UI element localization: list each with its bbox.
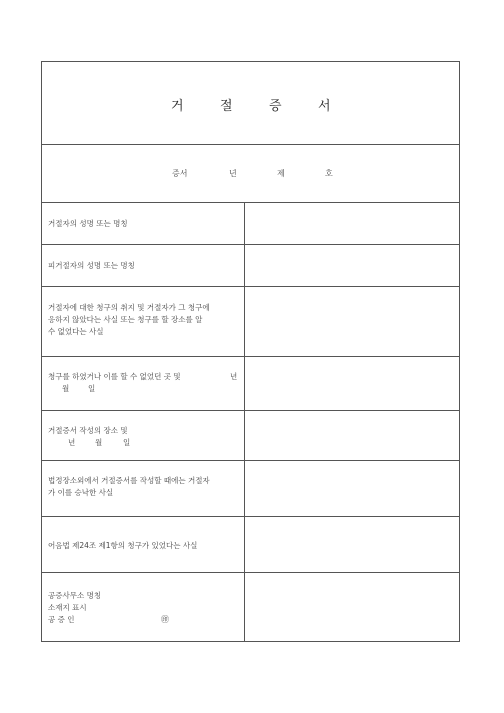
label-notary: 공 증 인 bbox=[48, 615, 75, 624]
number-je: 제 bbox=[277, 169, 285, 178]
number-prefix: 증서 bbox=[172, 169, 188, 178]
row-label bbox=[42, 357, 245, 410]
protest-certificate-form bbox=[41, 61, 460, 642]
title-char-1: 거 bbox=[171, 99, 184, 114]
label-text: 어음법 제24조 제1항의 청구가 있었다는 사실 bbox=[48, 541, 198, 550]
label-text-line-1: 거절자에 대한 청구의 취지 및 거절자가 그 청구에 bbox=[48, 303, 210, 312]
row-protest-place-date bbox=[42, 411, 459, 461]
title-char-3: 증 bbox=[269, 99, 282, 114]
value-field-protester-name[interactable] bbox=[245, 203, 459, 244]
row-protested-name bbox=[42, 245, 459, 287]
title-section bbox=[42, 62, 459, 145]
row-label bbox=[42, 411, 245, 460]
label-month: 월 bbox=[62, 384, 70, 393]
label-location: 소재지 표시 bbox=[48, 603, 87, 612]
title-char-2: 절 bbox=[220, 99, 233, 114]
label-text-line-2: 가 이를 승낙한 사실 bbox=[48, 488, 114, 497]
row-label bbox=[42, 461, 245, 516]
row-claim-purport bbox=[42, 287, 459, 357]
row-notary-office bbox=[42, 573, 459, 642]
label-text-line-3: 수 없었다는 사실 bbox=[48, 327, 104, 336]
label-text: 피거절자의 성명 또는 명칭 bbox=[48, 261, 135, 270]
label-year: 년 bbox=[230, 372, 238, 381]
value-field-claim-purport[interactable] bbox=[245, 287, 459, 356]
value-field-protest-place-date[interactable] bbox=[245, 411, 459, 460]
value-field-outside-legal-place[interactable] bbox=[245, 461, 459, 516]
value-field-notary-office[interactable] bbox=[245, 573, 459, 642]
seal-mark-icon: ㊞ bbox=[161, 615, 169, 624]
value-field-protested-name[interactable] bbox=[245, 245, 459, 286]
label-office-name: 공증사무소 명칭 bbox=[48, 591, 102, 600]
certificate-number-section bbox=[42, 145, 459, 203]
row-label bbox=[42, 245, 245, 286]
value-field-claim-place-date[interactable] bbox=[245, 357, 459, 410]
label-day: 일 bbox=[88, 384, 96, 393]
row-label bbox=[42, 573, 245, 642]
value-field-bill-act-claim[interactable] bbox=[245, 517, 459, 572]
row-outside-legal-place bbox=[42, 461, 459, 517]
label-day: 일 bbox=[123, 438, 131, 447]
number-year: 년 bbox=[229, 169, 237, 178]
row-label bbox=[42, 287, 245, 356]
row-protester-name bbox=[42, 203, 459, 245]
row-bill-act-claim bbox=[42, 517, 459, 573]
title-char-4: 서 bbox=[318, 99, 331, 114]
label-text-line-1: 거절증서 작성의 장소 및 bbox=[48, 426, 128, 435]
row-label bbox=[42, 203, 245, 244]
label-year: 년 bbox=[68, 438, 76, 447]
row-claim-place-date bbox=[42, 357, 459, 411]
row-label bbox=[42, 517, 245, 572]
label-month: 월 bbox=[95, 438, 103, 447]
label-text-line-1: 청구를 하였거나 이를 할 수 없었던 곳 및 bbox=[48, 372, 181, 381]
label-text: 거절자의 성명 또는 명칭 bbox=[48, 219, 128, 228]
label-text-line-1: 법정장소외에서 거절증서를 작성할 때에는 거절자 bbox=[48, 476, 210, 485]
label-text-line-2: 응하지 않았다는 사실 또는 청구를 할 장소를 알 bbox=[48, 315, 203, 324]
number-ho: 호 bbox=[325, 169, 333, 178]
